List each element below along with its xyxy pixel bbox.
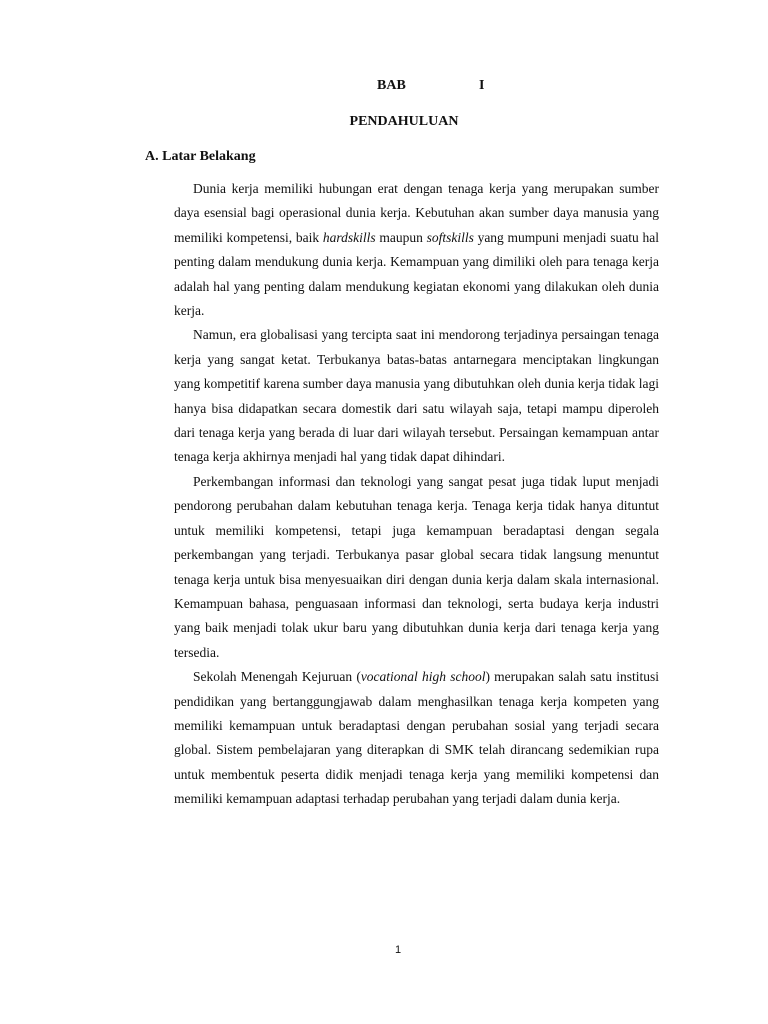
text-run: maupun (375, 229, 427, 245)
text-run: ) merupakan salah satu institusi pendidikan yang bertanggungjawab dalam menghasilkan tenaga kerja kompeten yang memiliki kemampuan untuk beradaptasi dengan perubahan sosial yang terjadi secara global. Sistem pembelajaran yang diterapkan di SMK telah dirancang sedemikian rupa untuk membentuk peserta didik menjadi tenaga kerja yang memiliki kompetensi dan memiliki kemampuan adaptasi terhadap perubahan yang terjadi dalam dunia kerja. (174, 669, 660, 807)
text-run: Dunia kerja memiliki hubungan erat dengan tenaga kerja yang merupakan sumber daya esensial bagi operasional dunia kerja. Kebutuhan akan sumber daya manusia yang memiliki kompetensi, baik (174, 181, 659, 245)
italic-term: softskills (426, 229, 474, 245)
text-run: Namun, era globalisasi yang tercipta saat ini mendorong terjadinya persaingan tenaga kerja yang sangat ketat. Terbukanya batas-batas antarnegara menciptakan lingkungan yang kompetitif karena sumber daya manusia yang dibutuhkan oleh dunia kerja tidak lagi hanya bisa didapatkan secara domestik dari satu wilayah saja, tetapi mampu diperoleh dari tenaga kerja yang berada di luar dari wilayah tersebut. Persaingan kemampuan antar tenaga kerja akhirnya menjadi hal yang tidak dapat dihindari. (174, 327, 659, 465)
italic-term: vocational high school (360, 669, 486, 685)
body-text (174, 177, 659, 812)
paragraph-3 (174, 470, 659, 665)
paragraph-1 (174, 177, 659, 323)
chapter-number: I (479, 78, 485, 93)
text-run: yang mumpuni menjadi suatu hal penting dalam mendukung dunia kerja. Kemampuan yang dimiliki oleh para tenaga kerja adalah hal yang penting dalam mendukung kegiatan ekonomi yang dilakukan oleh dunia kerja. (174, 229, 659, 319)
chapter-label: BAB (377, 78, 406, 93)
section-heading: A. Latar Belakang (145, 149, 256, 164)
chapter-title: PENDAHULUAN (349, 114, 459, 129)
text-run: Perkembangan informasi dan teknologi yang sangat pesat juga tidak luput menjadi pendorong perubahan dalam kebutuhan tenaga kerja. Tenaga kerja tidak hanya dituntut untuk memiliki kompetensi, tetapi juga kemampuan beradaptasi dengan segala perkembangan yang terjadi. Terbukanya pasar global secara tidak langsung menuntut tenaga kerja untuk bisa menyesuaikan diri dengan dunia kerja dalam skala internasional. Kemampuan bahasa, penguasaan informasi dan teknologi, serta budaya kerja industri yang baik menjadi tolak ukur baru yang dibutuhkan dunia kerja dari tenaga kerja yang tersedia. (174, 473, 659, 660)
text-run: Sekolah Menengah Kejuruan ( (193, 669, 361, 685)
paragraph-4 (174, 665, 659, 811)
page-number: 1 (394, 944, 402, 956)
paragraph-2 (174, 323, 659, 469)
italic-term: hardskills (322, 229, 376, 245)
